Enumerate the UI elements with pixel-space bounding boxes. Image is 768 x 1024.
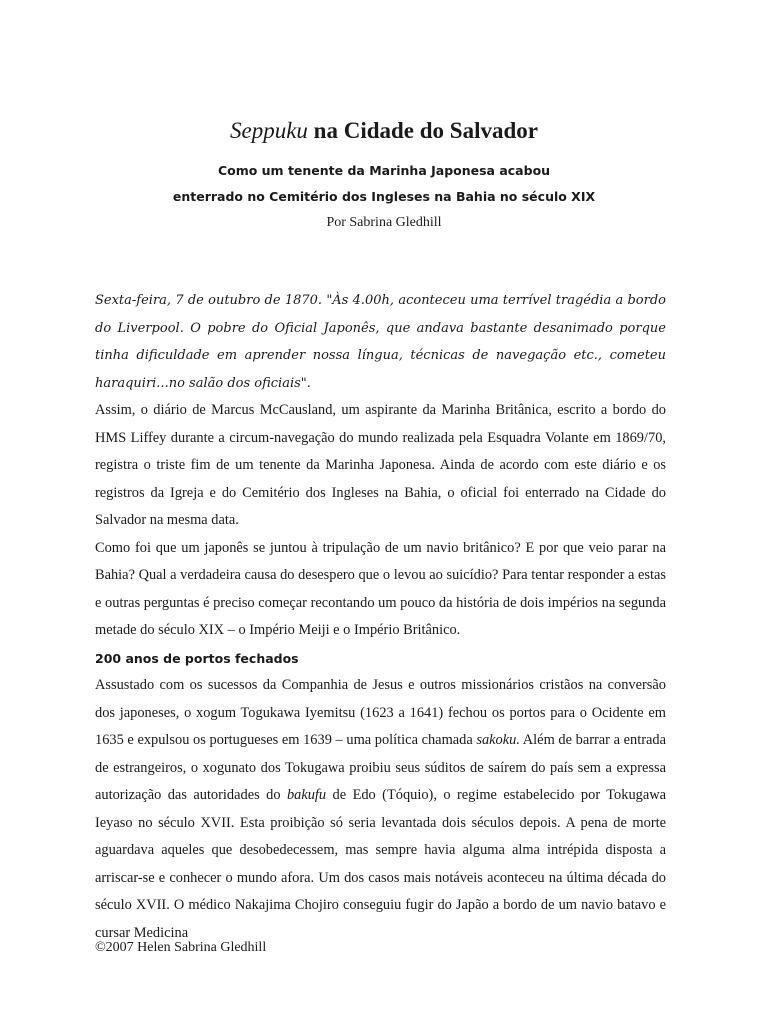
page-title [0,118,768,144]
paragraph-3-part-b: Além de barrar a entrada de estrangeiros, o xogunato dos Tokugawa proibiu seus súditos de saírem do país sem a expressa autorização das autoridades do [95,732,666,803]
term-bakufu: bakufu [286,787,327,803]
term-sakoku: sakoku. [476,732,520,748]
subtitle-line-2: enterrado no Cemitério dos Ingleses na Bahia no século XIX [172,189,596,204]
paragraph-2: Como foi que um japonês se juntou à tripulação de um navio britânico? E por que veio parar na Bahia? Qual a verdadeira causa do desespero que o levou ao suicídio? Para tentar responder a estas e outras perguntas é preciso começar recontando um pouco da história de dois impérios na segunda metade do século XIX – o Império Meiji e o Império Britânico. [95,539,666,638]
title-rest: na Cidade do Salvador [307,118,538,143]
paragraph-1: Assim, o diário de Marcus McCausland, um aspirante da Marinha Britânica, escrito a bordo do HMS Liffey durante a circum-navegação do mundo realizada pela Esquadra Volante em 1869/70, registra o triste fim de um tenente da Marinha Japonesa. Ainda de acordo com este diário e os registros da Igreja e do Cemitério dos Ingleses na Bahia, o oficial foi enterrado na Cidade do Salvador na mesma data. [95,402,666,528]
title-italic: Seppuku [230,118,308,143]
paragraph-3-part-c: de Edo (Tóquio), o regime estabelecido por Tokugawa Ieyaso no século XVII. Esta proibição só seria levantada dois séculos depois. A pena de morte aguardava aqueles que desobedecessem, mas sempre havia alguma alma intrépida disposta a arriscar-se e conhecer o mundo afora. Um dos casos mais notáveis aconteceu na última década do século XVII. O médico Nakajima Chojiro conseguiu fugir do Japão a bordo de um navio batavo e cursar Medicina [95,787,667,941]
section-heading: 200 anos de portos fechados [95,650,299,666]
paragraph-3 [95,672,666,947]
author-byline: Por Sabrina Gledhill [326,215,442,230]
opening-quote: Sexta-feira, 7 de outubro de 1870. "Às 4.00h, aconteceu uma terrível tragédia a bordo do Liverpool. O pobre do Oficial Japonês, que andava bastante desanimado porque tinha dificuldade em aprender nossa língua, técnicas de navegação etc., cometeu haraquiri...no salão dos oficiais". [95,293,666,391]
paragraph-3-part-a: Assustado com os sucessos da Companhia de Jesus e outros missionários cristãos na conversão dos japoneses, o xogum Togukawa Iyemitsu (1623 a 1641) fechou os portos para o Ocidente em 1635 e expulsou os portugueses em 1639 – uma política chamada [95,677,666,748]
copyright-footer: ©2007 Helen Sabrina Gledhill [95,940,267,955]
subtitle-line-1: Como um tenente da Marinha Japonesa acabou [217,163,551,178]
article-body [95,287,666,947]
